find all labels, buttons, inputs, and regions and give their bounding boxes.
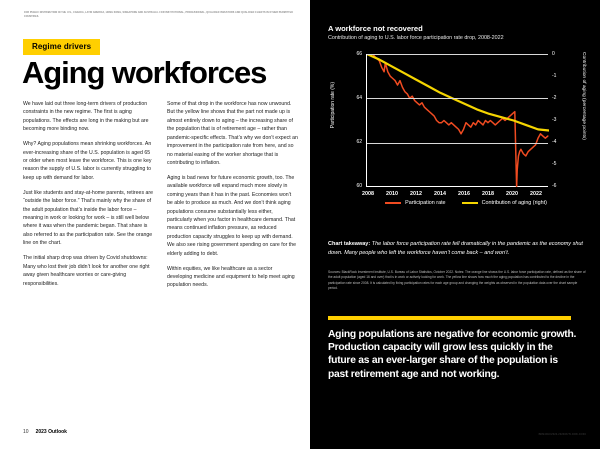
chart-title: A workforce not recovered [328, 24, 423, 33]
y-tick-60: 60 [356, 183, 362, 189]
chart-legend [366, 200, 566, 206]
document-name: 2023 Outlook [35, 429, 67, 435]
y2-tick-m2: -2 [552, 95, 557, 101]
legend-item-participation-rate [385, 200, 445, 206]
body-columns [23, 100, 299, 420]
legend-item-contribution-of-aging [462, 200, 547, 206]
page-footer [23, 429, 67, 435]
x-tick-2008: 2008 [362, 191, 374, 197]
body-column-2 [167, 100, 298, 420]
x-tick-2016: 2016 [458, 191, 470, 197]
x-tick-2018: 2018 [482, 191, 494, 197]
chart-series-canvas [367, 54, 549, 187]
legend-swatch-aging [462, 202, 478, 204]
y2-tick-m5: -5 [552, 161, 557, 167]
y2-tick-0: 0 [552, 51, 555, 57]
y-tick-64: 64 [356, 95, 362, 101]
x-tick-2014: 2014 [434, 191, 446, 197]
legend-swatch-participation [385, 202, 401, 204]
chart-subtitle: Contribution of aging to U.S. labor force participation rate drop, 2008-2022 [328, 35, 504, 41]
chart-y-axis-label: Participation rate (%) [330, 82, 336, 129]
legal-disclaimer: FOR PUBLIC DISTRIBUTION IN THE U.S., CANADA, LATIN AMERICA, HONG KONG, SINGAPORE AND AUSTRALIA. FOR INSTITUTIONAL, PROFESSIONAL, QUALIFIED INVESTORS AND QUALIFIED CLIENTS IN OTHER PERMITTED COUNTRIES. [24, 12, 293, 18]
chart-line-participation [367, 54, 548, 187]
x-tick-2020: 2020 [506, 191, 518, 197]
y2-tick-m4: -4 [552, 139, 557, 145]
paragraph: Aging is bad news for future economic growth, too. The available workforce will expand much more slowly in coming years than it has in the past. Economies won’t be able to produce as much. And we don’t think aging populations consume substantially less either, particularly when you factor in healthcare demand. That means continued inflation pressure, as reduced production capacity struggles to keep up with demand. We also see rising government spending on care for the elderly adding to debt. [167, 174, 297, 257]
chart-figure [328, 48, 586, 216]
legend-label: Participation rate [405, 200, 446, 206]
paragraph: We have laid out three long-term drivers of production constraints in the new regime. The first is aging populations. The effects are long in the making but are becoming more binding now. [23, 101, 149, 133]
pull-quote: Aging populations are negative for economic growth. Production capacity will grow less quickly in the future as an ever-larger share of the population is past retirement age and not working. [328, 329, 577, 380]
chart-takeaway [328, 240, 586, 258]
paragraph: Why? Aging populations mean shrinking workforces. An ever-increasing share of the U.S. population is aged 65 or older when most leave the workforce. This is one key reason the supply of U.S. labor is currently struggling to keep up with demand for labor. [23, 141, 152, 181]
page-number: 10 [23, 429, 29, 435]
chart-takeaway-label: Chart takeaway: [328, 241, 371, 247]
x-tick-2012: 2012 [410, 191, 422, 197]
x-tick-2022: 2022 [530, 191, 542, 197]
right-page [310, 0, 600, 449]
chart-sources-note: Sources: BlackRock Investment Institute, U.S. Bureau of Labor Statistics, October 2022. Notes: The orange line shows the U.S. labor force participation rate, defined as the share of the adult population (aged 16 and over) that is in work or actively looking for work. The yellow line shows how much the aging population has contributed to the decline in the participation rate since 2008. It is calculated by fixing participation rates for each age group and changing the weights as observed in the population data over the chart sample period. [328, 270, 586, 290]
paragraph: Some of that drop in the workforce has now unwound. But the yellow line shows that the part not made up is almost entirely down to aging – the increasing share of the population that is of retirement age – rather than pandemic-specific effects. That’s why we don’t expect an improvement in the participation rate from here, and so no material easing of the worker shortage that is contributing to inflation. [167, 101, 298, 166]
chart-y2-axis-label: Contribution of aging (percentage points) [581, 52, 586, 140]
x-tick-2010: 2010 [386, 191, 398, 197]
yellow-divider-rule [328, 316, 571, 320]
section-badge-regime-drivers: Regime drivers [23, 39, 100, 55]
y-tick-62: 62 [356, 139, 362, 145]
paragraph: The initial sharp drop was driven by Covid shutdowns: Many who lost their job didn’t look for another one right away given healthcare worries or care-giving responsibilities. [23, 255, 150, 287]
y-tick-66: 66 [356, 51, 362, 57]
right-page-footer-note: BIIM-DEC2022-2023OUTLOOK-10/30 [538, 433, 586, 436]
y2-tick-m1: -1 [552, 73, 557, 79]
chart-line-aging [367, 54, 549, 130]
paragraph: Within equities, we like healthcare as a sector developing medicine and equipment to help meet aging population needs. [167, 265, 295, 289]
gridline [367, 98, 548, 99]
paragraph: Just like students and stay-at-home parents, retirees are “outside the labor force.” That’s mainly why the share of the adult population that’s inside the labor force – meaning in work or looking for work – is still well below where it was when the pandemic began. That share is also referred to as the participation rate. See the orange line on the chart. [23, 189, 154, 247]
gridline [367, 54, 548, 55]
y2-tick-m6: -6 [552, 183, 557, 189]
chart-takeaway-text: The labor force participation rate fell dramatically in the pandemic as the economy shut down. Many people who left the workforce haven’t come back – and won’t. [328, 241, 583, 256]
y2-tick-m3: -3 [552, 117, 557, 123]
gridline [367, 143, 548, 144]
legend-label: Contribution of aging (right) [481, 200, 547, 206]
page-title: Aging workforces [22, 55, 267, 90]
chart-plot-area [366, 54, 548, 187]
body-column-1 [23, 100, 154, 420]
